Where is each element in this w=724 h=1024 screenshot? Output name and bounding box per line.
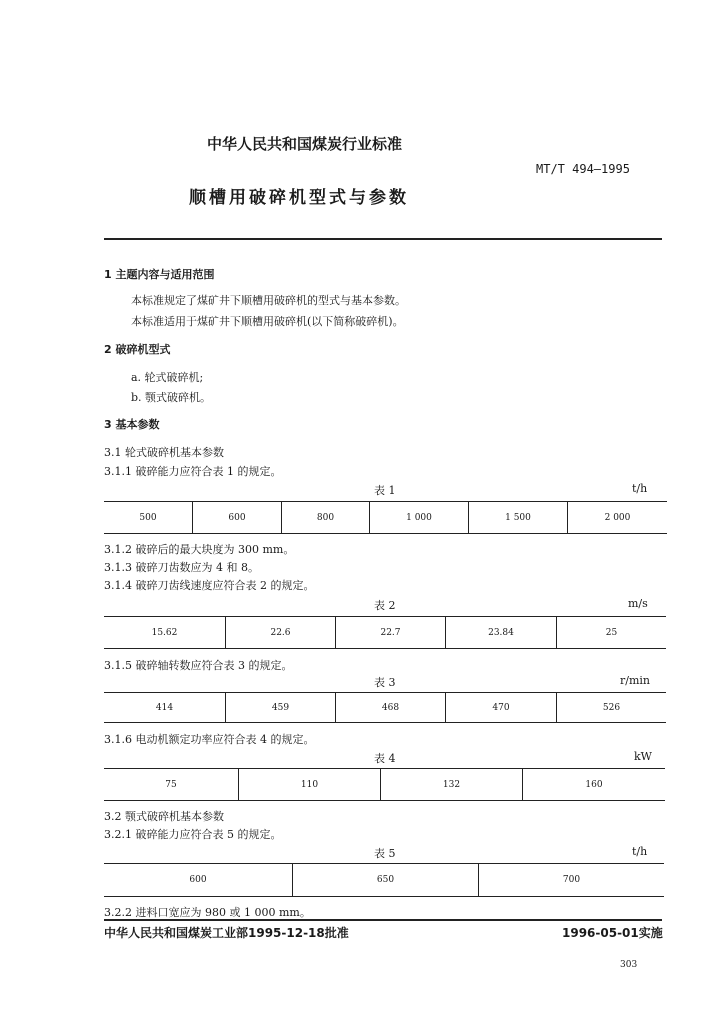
section-1-paragraph-1: 本标准规定了煤矿井下顺槽用破碎机的型式与基本参数。 — [131, 294, 406, 307]
clause-3-1-1: 3.1.1 破碎能力应符合表 1 的规定。 — [104, 465, 282, 478]
table-cell: 526 — [557, 693, 667, 723]
table-cell: 650 — [293, 864, 479, 897]
table-row — [104, 617, 666, 649]
clause-3-2: 3.2 颚式破碎机基本参数 — [104, 810, 224, 823]
clause-3-2-2: 3.2.2 进料口宽应为 980 或 1 000 mm。 — [104, 906, 311, 919]
table-cell: 700 — [479, 864, 665, 897]
table-cell: 470 — [446, 693, 557, 723]
page-number: 303 — [620, 960, 638, 970]
table-3-unit: r/min — [620, 674, 650, 687]
table-row — [104, 502, 667, 534]
section-1-heading: 1 主题内容与适用范围 — [104, 268, 215, 281]
table-cell: 132 — [381, 769, 523, 801]
table-row — [104, 693, 666, 723]
table-2 — [104, 616, 666, 649]
table-cell: 500 — [104, 502, 193, 534]
clause-3-1-4: 3.1.4 破碎刀齿线速度应符合表 2 的规定。 — [104, 579, 315, 592]
clause-3-2-1: 3.2.1 破碎能力应符合表 5 的规定。 — [104, 828, 282, 841]
standard-code: MT/T 494—1995 — [536, 162, 630, 176]
section-2-heading: 2 破碎机型式 — [104, 343, 171, 356]
table-5-unit: t/h — [632, 845, 648, 858]
table-1-caption: 表 1 — [374, 484, 396, 497]
table-4-unit: kW — [634, 750, 652, 763]
table-1-unit: t/h — [632, 482, 648, 495]
table-row — [104, 864, 664, 897]
table-5-caption: 表 5 — [374, 847, 396, 860]
issuing-organization: 中华人民共和国煤炭行业标准 — [207, 135, 403, 153]
clause-3-1-2: 3.1.2 破碎后的最大块度为 300 mm。 — [104, 543, 295, 556]
table-cell: 414 — [104, 693, 226, 723]
table-cell: 22.6 — [226, 617, 336, 649]
table-cell: 22.7 — [336, 617, 446, 649]
table-cell: 160 — [523, 769, 666, 801]
clause-3-1-3: 3.1.3 破碎刀齿数应为 4 和 8。 — [104, 561, 259, 574]
table-cell: 459 — [226, 693, 336, 723]
section-1-paragraph-2: 本标准适用于煤矿井下顺槽用破碎机(以下简称破碎机)。 — [131, 315, 404, 328]
table-4 — [104, 768, 665, 801]
table-cell: 1 500 — [469, 502, 568, 534]
table-cell: 23.84 — [446, 617, 557, 649]
document-title: 顺槽用破碎机型式与参数 — [189, 188, 409, 208]
table-5 — [104, 863, 664, 897]
table-cell: 468 — [336, 693, 446, 723]
table-3 — [104, 692, 666, 723]
table-cell: 25 — [557, 617, 667, 649]
clause-3-1-6: 3.1.6 电动机额定功率应符合表 4 的规定。 — [104, 733, 315, 746]
table-cell: 15.62 — [104, 617, 226, 649]
table-cell: 1 000 — [370, 502, 469, 534]
table-cell: 2 000 — [568, 502, 668, 534]
table-2-unit: m/s — [628, 597, 648, 610]
table-3-caption: 表 3 — [374, 676, 396, 689]
title-rule — [104, 238, 662, 240]
table-cell: 110 — [239, 769, 381, 801]
effective-date: 1996-05-01实施 — [562, 926, 663, 940]
table-cell: 600 — [104, 864, 293, 897]
list-item: a. 轮式破碎机; — [131, 371, 204, 384]
table-2-caption: 表 2 — [374, 599, 396, 612]
clause-3-1: 3.1 轮式破碎机基本参数 — [104, 446, 224, 459]
section-3-heading: 3 基本参数 — [104, 418, 160, 431]
approval-line: 中华人民共和国煤炭工业部1995-12-18批准 — [104, 926, 349, 940]
table-cell: 600 — [193, 502, 282, 534]
table-1 — [104, 501, 667, 534]
table-row — [104, 769, 665, 801]
table-cell: 75 — [104, 769, 239, 801]
table-cell: 800 — [282, 502, 370, 534]
clause-3-1-5: 3.1.5 破碎轴转数应符合表 3 的规定。 — [104, 659, 293, 672]
list-item: b. 颚式破碎机。 — [131, 391, 212, 404]
table-4-caption: 表 4 — [374, 752, 396, 765]
footer-rule — [104, 919, 662, 921]
